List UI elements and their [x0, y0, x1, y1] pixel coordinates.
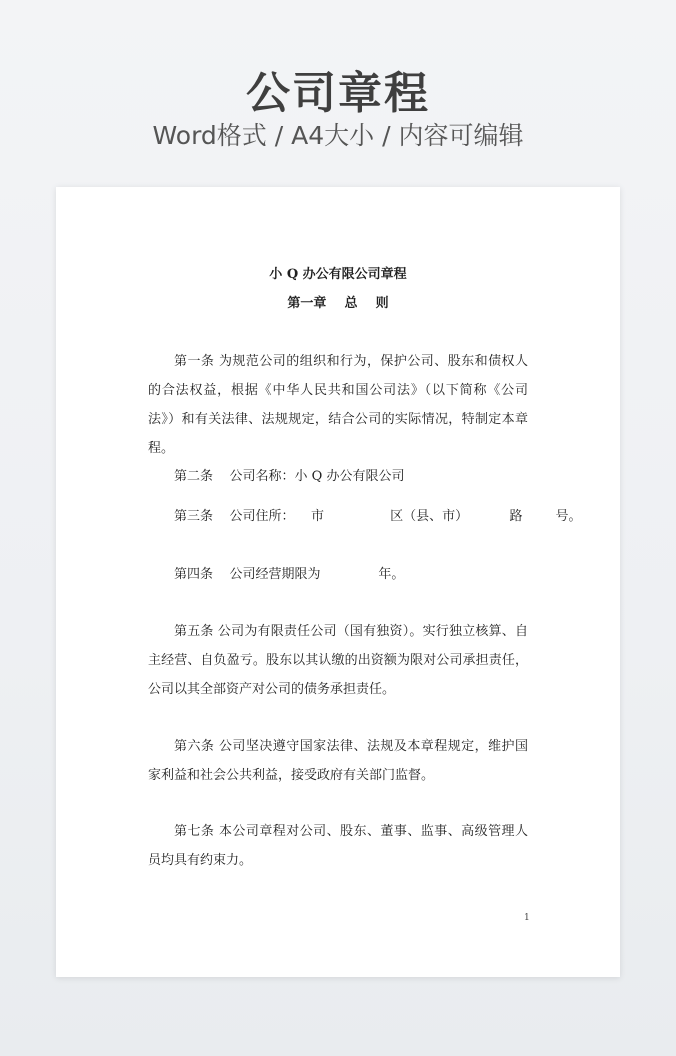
- banner-title: 公司章程: [246, 68, 430, 119]
- article-5: 第五条 公司为有限责任公司（国有独资）。实行独立核算、自主经营、自负盈亏。股东以其认缴的出资额为限对公司承担责任，公司以其全部资产对公司的债务承担责任。: [148, 624, 528, 697]
- chapter-title: 第一章 总 则: [287, 296, 389, 311]
- document-page: [56, 187, 620, 977]
- article-2: 第二条 公司名称：小 Q 办公有限公司: [174, 469, 405, 484]
- article-7: 第七条 本公司章程对公司、股东、董事、监事、高级管理人员均具有约束力。: [148, 824, 528, 868]
- banner-subtitle: Word格式 / A4大小 / 内容可编辑: [152, 121, 524, 150]
- article-4: 第四条 公司经营期限为 年。: [174, 567, 405, 582]
- article-6: 第六条 公司坚决遵守国家法律、法规及本章程规定，维护国家利益和社会公共利益，接受政府有关部门监督。: [148, 739, 528, 783]
- article-3: 第三条 公司住所： 市 区（县、市） 路 号。: [174, 509, 582, 524]
- page-number: 1: [524, 913, 530, 923]
- article-1: 第一条 为规范公司的组织和行为，保护公司、股东和债权人的合法权益，根据《中华人民共和国公司法》（以下简称《公司法》）和有关法律、法规规定，结合公司的实际情况，特制定本章程。: [148, 354, 528, 456]
- document-title: 小 Q 办公有限公司章程: [269, 267, 407, 282]
